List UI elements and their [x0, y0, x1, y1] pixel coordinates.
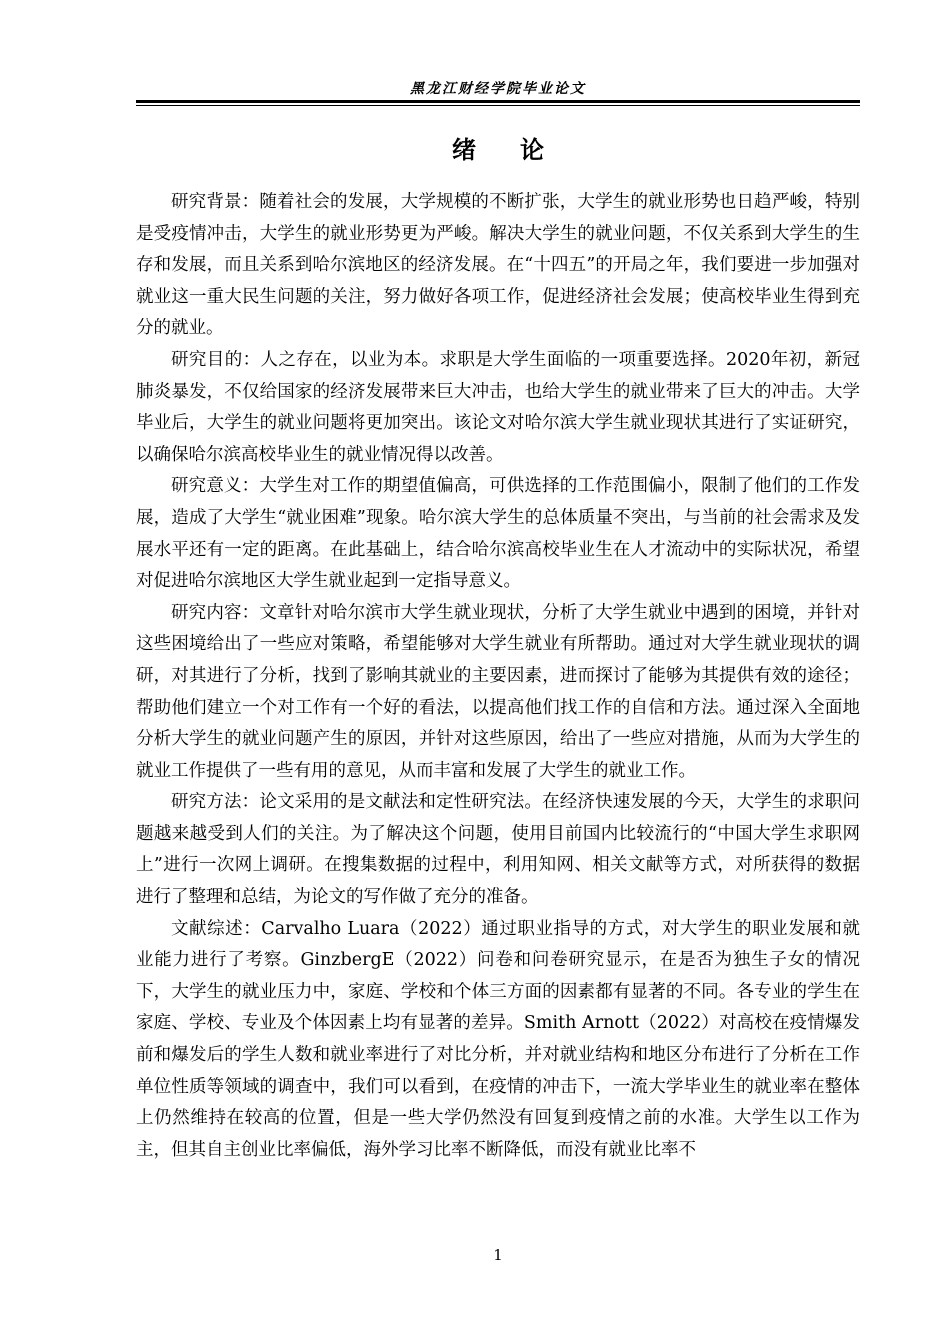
chapter-title — [136, 133, 860, 167]
running-header: 黑龙江财经学院毕业论文 — [410, 81, 586, 97]
paragraph-research-content: 研究内容：文章针对哈尔滨市大学生就业现状，分析了大学生就业中遇到的困境，并针对这些困境给出了一些应对策略，希望能够对大学生就业有所帮助。通过对大学生就业现状的调研，对其进行了分析，找到了影响其就业的主要因素，进而探讨了能够为其提供有效的途径；帮助他们建立一个对工作有一个好的看法，以提高他们找工作的自信和方法。通过深入全面地分析大学生的就业问题产生的原因，并针对这些原因，给出了一些应对措施，从而为大学生的就业工作提供了一些有用的意见，从而丰富和发展了大学生的就业工作。 — [136, 602, 860, 781]
chapter-title-part1: 绪 — [452, 136, 476, 164]
body-text — [136, 187, 860, 1166]
paragraph-research-background: 研究背景：随着社会的发展，大学规模的不断扩张，大学生的就业形势也日趋严峻，特别是受疫情冲击，大学生的就业形势更为严峻。解决大学生的就业问题，不仅关系到大学生的生存和发展，而且关系到哈尔滨地区的经济发展。在“十四五”的开局之年，我们要进一步加强对就业这一重大民生问题的关注，努力做好各项工作，促进经济社会发展；使高校毕业生得到充分的就业。 — [136, 192, 860, 339]
paragraph-research-significance: 研究意义：大学生对工作的期望值偏高，可供选择的工作范围偏小，限制了他们的工作发展，造成了大学生“就业困难”现象。哈尔滨大学生的总体质量不突出，与当前的社会需求及发展水平还有一定的距离。在此基础上，结合哈尔滨高校毕业生在人才流动中的实际状况，希望对促进哈尔滨地区大学生就业起到一定指导意义。 — [136, 476, 860, 592]
chapter-title-part2: 论 — [520, 136, 544, 164]
paragraph-research-method: 研究方法：论文采用的是文献法和定性研究法。在经济快速发展的今天，大学生的求职问题越来越受到人们的关注。为了解决这个问题，使用目前国内比较流行的“中国大学生求职网上”进行一次网上调研。在搜集数据的过程中，利用知网、相关文献等方式，对所获得的数据进行了整理和总结，为论文的写作做了充分的准备。 — [136, 792, 860, 908]
paragraph-literature-review: 文献综述：Carvalho Luara（2022）通过职业指导的方式，对大学生的职业发展和就业能力进行了考察。GinzbergE（2022）问卷和问卷研究显示，在是否为独生子女的情况下，大学生的就业压力中，家庭、学校和个体三方面的因素都有显著的不同。各专业的学生在家庭、学校、专业及个体因素上均有显著的差异。Smith Arnott（2022）对高校在疫情爆发前和爆发后的学生人数和就业率进行了对比分析，并对就业结构和地区分布进行了分析在工作单位性质等领域的调查中，我们可以看到，在疫情的冲击下，一流大学毕业生的就业率在整体上仍然维持在较高的位置，但是一些大学仍然没有回复到疫情之前的水准。大学生以工作为主，但其自主创业比率偏低，海外学习比率不断降低，而没有就业比率不 — [136, 918, 860, 1160]
paragraph-research-purpose: 研究目的：人之存在，以业为本。求职是大学生面临的一项重要选择。2020年初，新冠肺炎暴发，不仅给国家的经济发展带来巨大冲击，也给大学生的就业带来了巨大的冲击。大学毕业后，大学生的就业问题将更加突出。该论文对哈尔滨大学生就业现状其进行了实证研究，以确保哈尔滨高校毕业生的就业情况得以改善。 — [136, 349, 860, 465]
page-number: 1 — [493, 1246, 503, 1264]
header-rule-thin — [136, 105, 860, 106]
header-rule-thick — [136, 100, 860, 103]
